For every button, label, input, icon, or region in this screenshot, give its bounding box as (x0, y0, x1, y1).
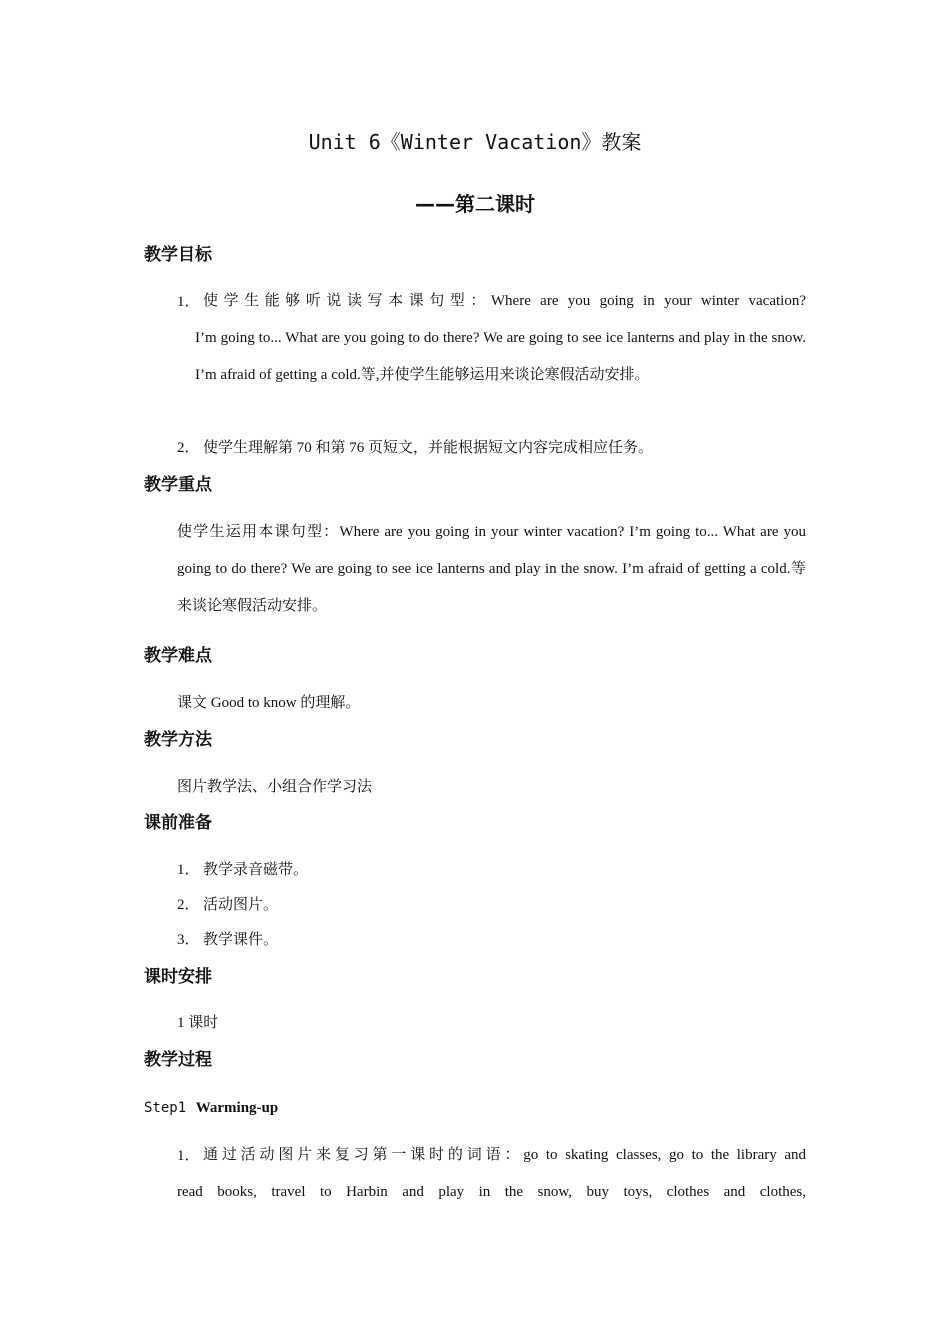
objective-1-body: I’m going to... What are you going to do there? We are going to see ice lanterns and play in the snow. I’m afraid of getting a cold.等,并使学生能够运用来谈论寒假活动安排。 (195, 330, 806, 383)
page-subtitle: ——第二课时 (415, 192, 535, 216)
schedule-text: 1 课时 (177, 1015, 219, 1031)
methods-text: 图片教学法、小组合作学习法 (177, 779, 373, 795)
preparation-3-number: 3． (177, 932, 200, 948)
page-title: Unit 6《Winter Vacation》教案 (308, 130, 642, 154)
preparation-1-text: 教学录音磁带。 (203, 862, 309, 878)
process-1-number: 1． (177, 1148, 200, 1164)
objective-2-text: 使学生理解第 70 和第 76 页短文，并能根据短文内容完成相应任务。 (203, 440, 654, 456)
objective-1-line1: 使学生能够听说读写本课句型：Where are you going in your winter vacation? (203, 293, 806, 309)
heading-schedule: 课时安排 (144, 967, 212, 987)
step-1-title: Warming-up (195, 1100, 279, 1116)
key-points-text: 使学生运用本课句型：Where are you going in your winter vacation? I’m going to... What are you going to do there? We are going to see ice lanterns and play in the snow. I’m afraid of getting a cold.等来谈论寒假活动安排。 (177, 524, 806, 614)
heading-methods: 教学方法 (144, 730, 212, 750)
heading-difficulties: 教学难点 (144, 646, 212, 666)
process-1-line1: 通过活动图片来复习第一课时的词语：go to skating classes, go to the library and (203, 1147, 806, 1163)
objective-2-number: 2． (177, 440, 200, 456)
objective-1-number: 1． (177, 294, 200, 310)
preparation-2-number: 2． (177, 897, 200, 913)
heading-key-points: 教学重点 (144, 475, 212, 495)
heading-process: 教学过程 (144, 1050, 212, 1070)
step-1-label: Step1 (144, 1100, 187, 1116)
heading-preparation: 课前准备 (144, 813, 212, 833)
preparation-2-text: 活动图片。 (203, 897, 279, 913)
difficulties-text: 课文 Good to know 的理解。 (177, 695, 361, 711)
step-1-heading (144, 1096, 278, 1119)
preparation-3-text: 教学课件。 (203, 932, 279, 948)
heading-objectives: 教学目标 (144, 245, 212, 265)
preparation-1-number: 1． (177, 862, 200, 878)
process-1-line2: read books, travel to Harbin and play in the snow, buy toys, clothes and clothes, (177, 1184, 806, 1200)
